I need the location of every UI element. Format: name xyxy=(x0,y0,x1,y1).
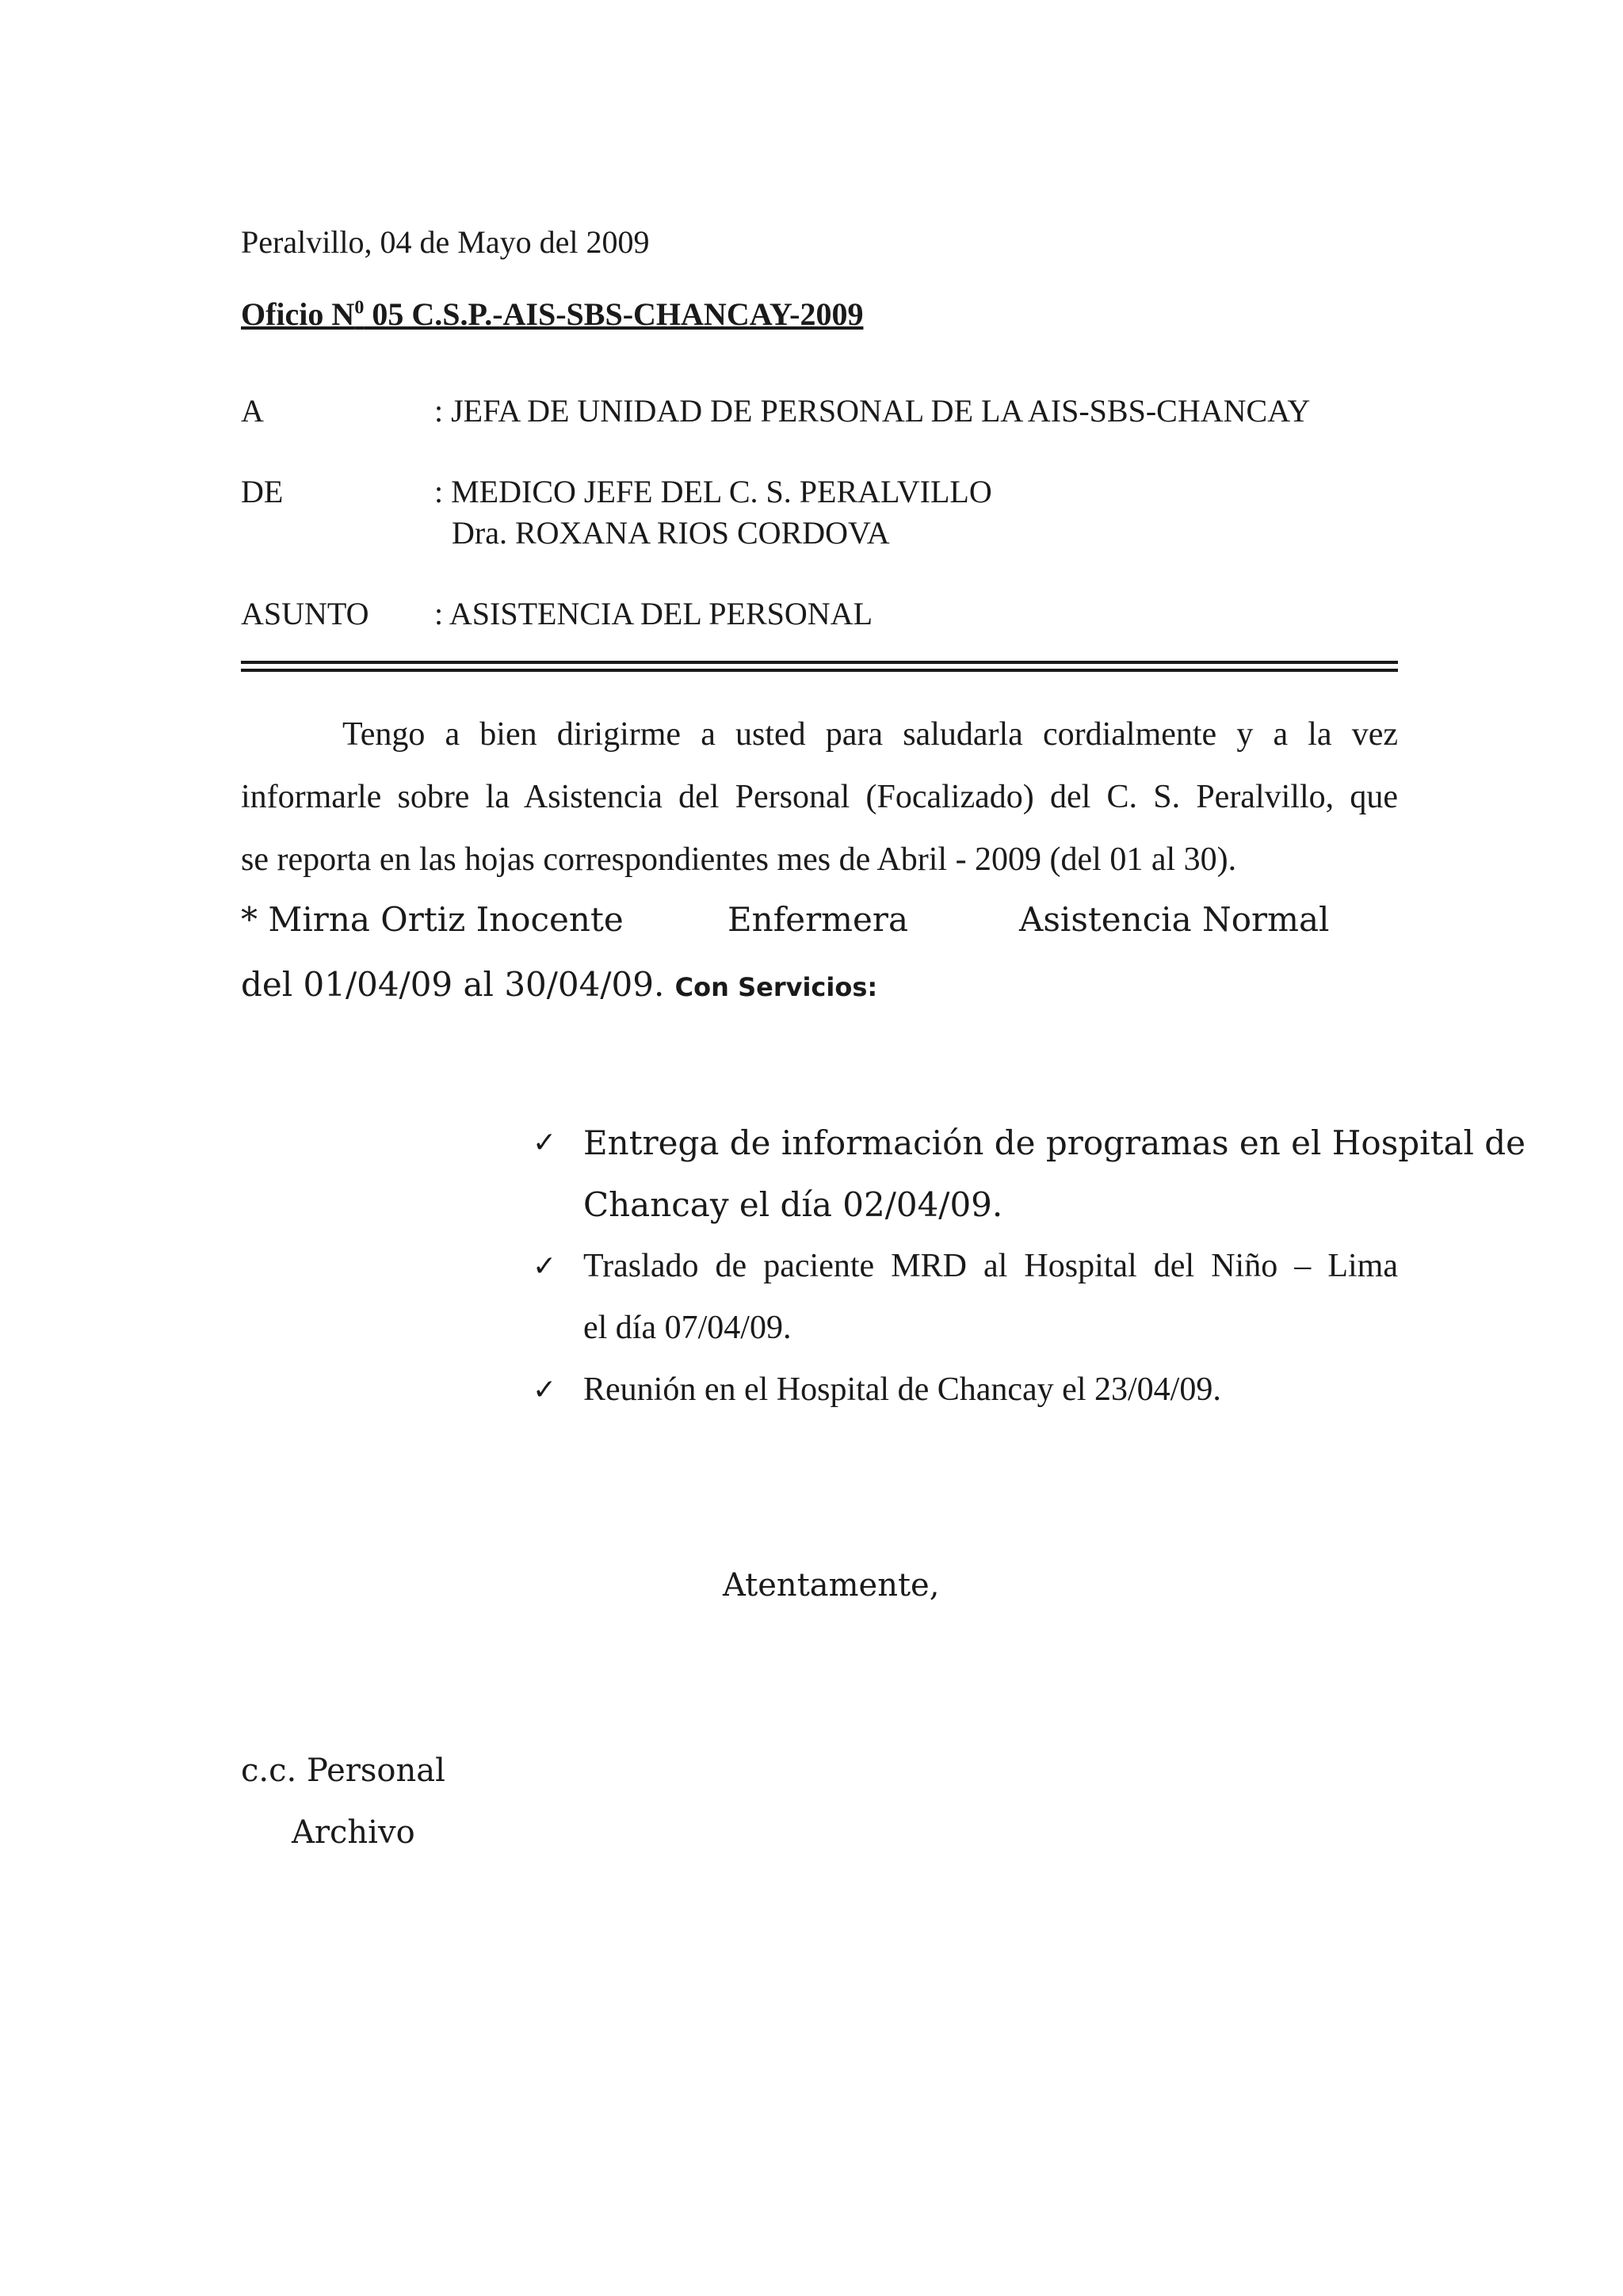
cc-line-2: Archivo xyxy=(292,1814,415,1851)
staff-status: Asistencia Normal xyxy=(1019,900,1330,939)
staff-period: del 01/04/09 al 30/04/09. xyxy=(241,965,665,1004)
to-value: : JEFA DE UNIDAD DE PERSONAL DE LA AIS-SBS-CHANCAY xyxy=(434,393,1311,429)
service-line: Traslado de paciente MRD al Hospital del Niño – Lima xyxy=(583,1248,1398,1284)
header-rule-bottom xyxy=(241,669,1398,672)
closing: Atentamente, xyxy=(723,1567,940,1604)
services-label: Con Servicios: xyxy=(674,972,878,1002)
body-line-3: se reporta en las hojas correspondientes mes de Abril - 2009 (del 01 al 30). xyxy=(241,841,1237,878)
staff-name: * Mirna Ortiz Inocente xyxy=(241,900,624,939)
staff-period-line xyxy=(241,965,877,1004)
reference-rest: 05 C.S.P.-AIS-SBS-CHANCAY-2009 xyxy=(364,296,864,332)
check-icon: ✓ xyxy=(533,1374,557,1406)
service-item xyxy=(533,1123,1526,1250)
service-line: Reunión en el Hospital de Chancay el 23/04/09. xyxy=(583,1371,1221,1408)
staff-role: Enfermera xyxy=(727,900,908,939)
service-line: Entrega de información de programas en el Hospital de xyxy=(583,1123,1526,1162)
subject-value: : ASISTENCIA DEL PERSONAL xyxy=(434,596,873,631)
from-value-name: Dra. ROXANA RIOS CORDOVA xyxy=(452,515,890,551)
from-label: DE xyxy=(241,474,284,509)
place-date: Peralvillo, 04 de Mayo del 2009 xyxy=(241,224,650,260)
service-item xyxy=(533,1247,1398,1374)
check-icon: ✓ xyxy=(533,1250,557,1283)
service-line: Chancay el día 02/04/09. xyxy=(583,1185,1003,1224)
cc-line-1: c.c. Personal xyxy=(241,1753,445,1789)
reference-superscript: 0 xyxy=(354,297,365,318)
service-line: el día 07/04/09. xyxy=(583,1310,792,1346)
body-paragraph xyxy=(241,704,1398,891)
to-label: A xyxy=(241,393,264,429)
from-value: : MEDICO JEFE DEL C. S. PERALVILLO xyxy=(434,474,992,509)
check-icon: ✓ xyxy=(533,1127,557,1159)
body-line-1: Tengo a bien dirigirme a usted para saludarla cordialmente y a la vez xyxy=(342,716,1398,753)
subject-label: ASUNTO xyxy=(241,596,369,631)
reference-number xyxy=(241,296,863,333)
service-item xyxy=(533,1371,1398,1434)
header-rule-top xyxy=(241,661,1398,664)
body-line-2: informarle sobre la Asistencia del Personal (Focalizado) del C. S. Peralvillo, que xyxy=(241,779,1398,815)
reference-prefix: Oficio N xyxy=(241,296,355,332)
